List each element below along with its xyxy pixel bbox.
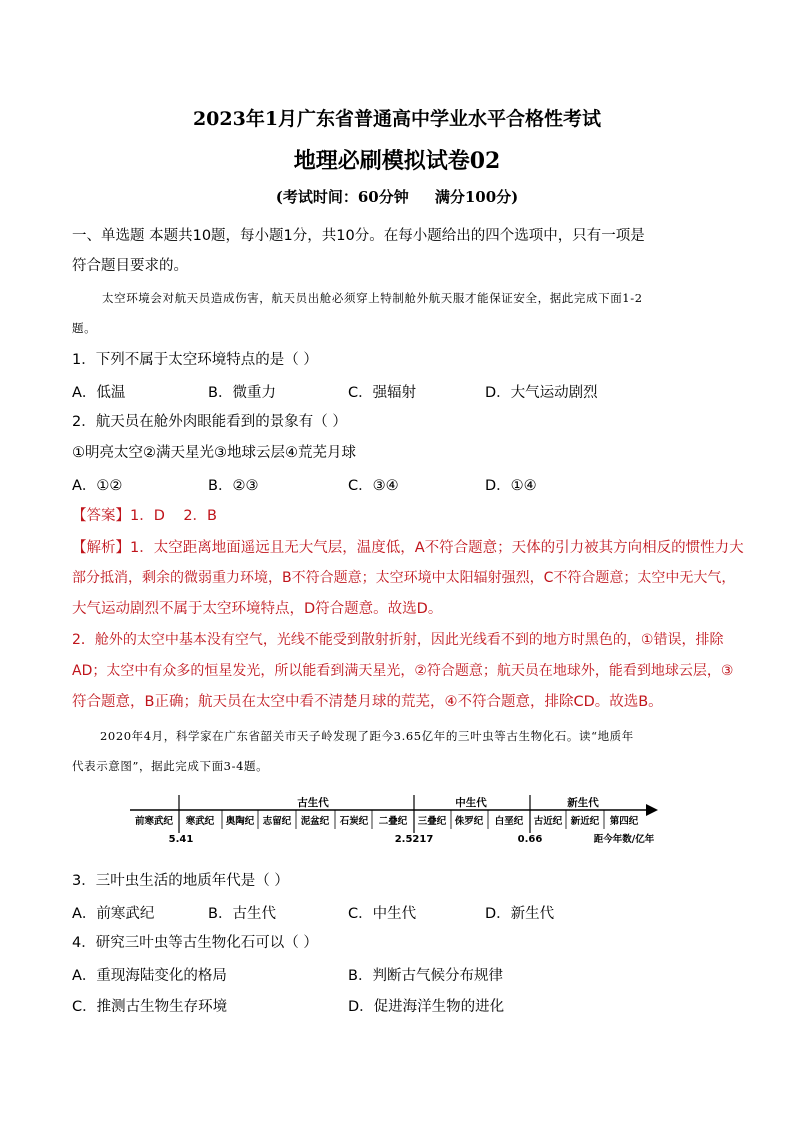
analysis-line-1 [72, 538, 744, 558]
material-intro-2-cont: 代表示意图”，据此完成下面3-4题。 [72, 759, 269, 773]
question-3-stem: 3．三叶虫生活的地质年代是（ ） [72, 873, 289, 889]
answer-line [72, 506, 217, 526]
period-label: 前寒武纪 [134, 816, 174, 827]
q1-option-a: A．低温 [72, 385, 126, 401]
period-label: 第四纪 [609, 816, 639, 827]
q3-option-a: A．前寒武纪 [72, 906, 155, 922]
q4-option-a: A．重现海陆变化的格局 [72, 968, 227, 984]
period-label: 奥陶纪 [225, 816, 255, 827]
analysis-line-4: 2．舱外的太空中基本没有空气，光线不能受到散射折射，因此光线看不到的地方时黑色的，①错误，排除 [72, 632, 724, 648]
period-label: 泥盆纪 [300, 816, 330, 827]
q2-option-d: D．①④ [485, 478, 537, 494]
question-1-stem: 1．下列不属于太空环境特点的是（ ） [72, 352, 318, 368]
paper-title: 地理必刷模拟试卷02 [293, 148, 501, 174]
q4-option-b: B．判断古气候分布规律 [348, 968, 503, 984]
material-intro-2: 2020年4月，科学家在广东省韶关市天子岭发现了距今3.65亿年的三叶虫等古生物化石。读“地质年 [100, 729, 634, 743]
era-label-paleozoic: 古生代 [297, 797, 329, 809]
q3-option-d: D．新生代 [485, 906, 555, 922]
era-label-mesozoic: 中生代 [455, 797, 487, 809]
q1-option-b: B．微重力 [208, 385, 276, 401]
section-heading: 一、单选题 本题共10题，每小题1分，共10分。在每小题给出的四个选项中，只有一项是 [72, 228, 645, 244]
period-label: 石炭纪 [339, 816, 369, 827]
q3-option-c: C．中生代 [348, 906, 417, 922]
analysis-line-3: 大气运动剧烈不属于太空环境特点，D符合题意。故选D。 [72, 601, 443, 617]
q2-option-a: A．①② [72, 478, 123, 494]
timeline-arrow [646, 804, 658, 816]
era-label-cenozoic: 新生代 [567, 797, 599, 809]
question-2-stem: 2．航天员在舱外肉眼能看到的景象有（ ） [72, 414, 347, 430]
analysis-line-2: 部分抵消，剩余的微弱重力环境，B不符合题意；太空环境中太阳辐射强烈，C不符合题意；太空中无大气， [72, 570, 736, 586]
q2-option-c: C．③④ [348, 478, 399, 494]
analysis-line-5: AD；太空中有众多的恒星发光，所以能看到满天星光，②符合题意；航天员在地球外，能看到地球云层，③ [72, 663, 734, 679]
q1-option-c: C．强辐射 [348, 385, 417, 401]
period-label: 新近纪 [570, 816, 600, 827]
question-4-stem: 4．研究三叶虫等古生物化石可以（ ） [72, 935, 318, 951]
age-marker: 5.41 [168, 834, 194, 845]
period-label: 侏罗纪 [454, 816, 484, 827]
age-marker: 2.5217 [394, 834, 434, 845]
period-label: 志留纪 [262, 816, 292, 827]
analysis-label: 【解析】 [72, 540, 130, 556]
age-marker: 0.66 [517, 834, 543, 845]
answer-label: 【答案】 [72, 508, 130, 524]
period-label: 寒武纪 [185, 816, 215, 827]
axis-label: 距今年数/亿年 [593, 834, 655, 845]
period-label: 三叠纪 [417, 816, 447, 827]
period-label: 二叠纪 [378, 816, 408, 827]
period-label: 白垩纪 [494, 816, 524, 827]
q1-option-d: D．大气运动剧烈 [485, 385, 598, 401]
exam-info: (考试时间：60分钟 满分100分) [275, 188, 519, 206]
q3-option-b: B．古生代 [208, 906, 276, 922]
q4-option-d: D．促进海洋生物的进化 [348, 999, 505, 1015]
question-2-items: ①明亮太空②满天星光③地球云层④荒芜月球 [72, 445, 356, 461]
q4-option-c: C．推测古生物生存环境 [72, 999, 228, 1015]
analysis-text-1: 1．太空距离地面遥远且无大气层，温度低，A不符合题意；天体的引力被其方向相反的惯性力大 [130, 540, 744, 556]
q2-option-b: B．②③ [208, 478, 259, 494]
section-heading-cont: 符合题目要求的。 [72, 258, 188, 274]
answer-text: 1．D 2．B [130, 508, 217, 524]
exam-title: 2023年1月广东省普通高中学业水平合格性考试 [192, 108, 602, 130]
material-intro: 太空环境会对航天员造成伤害，航天员出舱必须穿上特制舱外航天服才能保证安全，据此完成下面1-2 [102, 291, 643, 305]
period-label: 古近纪 [533, 816, 563, 827]
geologic-time-diagram [128, 793, 668, 853]
analysis-line-6: 符合题意，B正确；航天员在太空中看不清楚月球的荒芜，④不符合题意，排除CD。故选B。 [72, 694, 663, 710]
material-intro-cont: 题。 [72, 321, 97, 335]
